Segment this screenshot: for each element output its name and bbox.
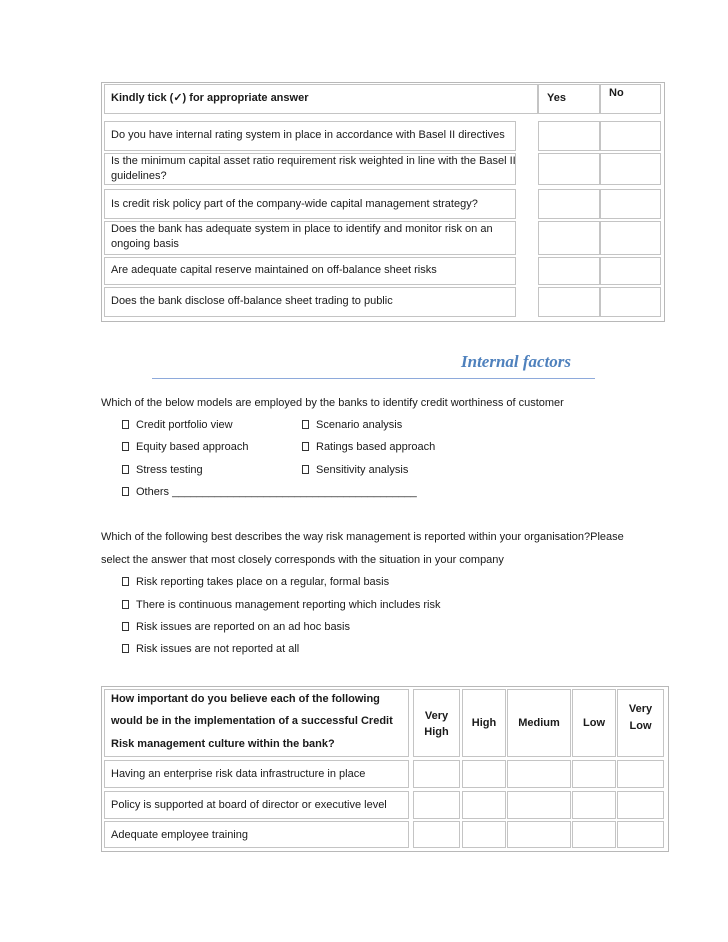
option-label: Risk issues are not reported at all (136, 643, 300, 655)
checkbox-icon (122, 487, 129, 496)
option-credit-portfolio[interactable] (122, 418, 233, 432)
basel-row-3-question: Is credit risk policy part of the company-wide capital management strategy? (111, 198, 478, 210)
basel-row-2-yes-checkbox[interactable] (538, 153, 600, 185)
checkbox-icon (122, 622, 129, 631)
option-label: Credit portfolio view (136, 419, 233, 431)
option-label: Sensitivity analysis (316, 464, 409, 476)
no-column-label: No (609, 87, 624, 99)
row-1-very-high-checkbox[interactable] (413, 760, 460, 788)
very-high-label-1: Very (424, 710, 449, 722)
row-2-low-checkbox[interactable] (572, 791, 616, 819)
row-3-very-low-checkbox[interactable] (617, 821, 664, 848)
importance-row-3-label: Adequate employee training (111, 829, 248, 841)
option-others[interactable] (122, 485, 417, 499)
option-label: Risk reporting takes place on a regular, formal basis (136, 576, 390, 588)
row-1-very-low-checkbox[interactable] (617, 760, 664, 788)
section-rule (152, 378, 595, 379)
option-sensitivity[interactable] (302, 463, 408, 477)
basel-row-1-question: Do you have internal rating system in place in accordance with Basel II directives (111, 129, 505, 141)
row-3-very-high-checkbox[interactable] (413, 821, 460, 848)
reporting-question-line-1: Which of the following best describes the way risk management is reported within your organisation?Please (101, 531, 624, 543)
importance-question-line-1: How important do you believe each of the following (111, 693, 380, 705)
very-low-label-1: Very (628, 703, 653, 715)
basel-row-6-no-checkbox[interactable] (600, 287, 661, 317)
checkbox-icon (122, 577, 129, 586)
very-low-label-2: Low (629, 720, 652, 732)
option-not-reported[interactable] (122, 642, 299, 656)
reporting-question-line-2: select the answer that most closely corresponds with the situation in your company (101, 554, 504, 566)
yes-column-label: Yes (547, 92, 566, 104)
checkbox-icon (302, 465, 309, 474)
option-label: There is continuous management reporting which includes risk (136, 599, 441, 611)
very-high-label-2: High (424, 726, 449, 738)
low-label: Low (583, 717, 605, 729)
checkbox-icon (122, 420, 129, 429)
option-equity-based[interactable] (122, 440, 249, 454)
option-label: Stress testing (136, 464, 203, 476)
checkbox-icon (122, 465, 129, 474)
basel-row-3-no-checkbox[interactable] (600, 189, 661, 219)
option-label: Risk issues are reported on an ad hoc basis (136, 621, 351, 633)
option-label: Scenario analysis (316, 419, 403, 431)
option-ad-hoc-reporting[interactable] (122, 620, 350, 634)
models-question: Which of the below models are employed by the banks to identify credit worthiness of customer (101, 397, 564, 409)
basel-row-1-no-checkbox[interactable] (600, 121, 661, 151)
row-3-medium-checkbox[interactable] (507, 821, 571, 848)
high-label: High (471, 717, 497, 729)
basel-row-1-yes-checkbox[interactable] (538, 121, 600, 151)
row-1-medium-checkbox[interactable] (507, 760, 571, 788)
basel-row-4-question: Does the bank has adequate system in place to identify and monitor risk on an ongoing basis (111, 223, 493, 250)
basel-row-6-question: Does the bank disclose off-balance sheet trading to public (111, 295, 393, 307)
row-2-medium-checkbox[interactable] (507, 791, 571, 819)
option-label: Ratings based approach (316, 441, 436, 453)
row-1-low-checkbox[interactable] (572, 760, 616, 788)
option-scenario-analysis[interactable] (302, 418, 402, 432)
basel-header-label: Kindly tick (✓) for appropriate answer (111, 92, 309, 104)
checkbox-icon (302, 442, 309, 451)
row-3-low-checkbox[interactable] (572, 821, 616, 848)
basel-row-5-question: Are adequate capital reserve maintained on off-balance sheet risks (111, 264, 437, 276)
row-2-high-checkbox[interactable] (462, 791, 506, 819)
basel-row-6-yes-checkbox[interactable] (538, 287, 600, 317)
basel-row-4-no-checkbox[interactable] (600, 221, 661, 255)
importance-question-line-2: would be in the implementation of a successful Credit (111, 715, 393, 727)
option-label: Others ________________________________________ (136, 486, 417, 498)
option-ratings-based[interactable] (302, 440, 435, 454)
checkbox-icon (302, 420, 309, 429)
basel-row-2-question: Is the minimum capital asset ratio requirement risk weighted in line with the Basel II guidelines? (111, 155, 516, 182)
option-regular-reporting[interactable] (122, 575, 389, 589)
section-title: Internal factors (461, 352, 572, 371)
checkbox-icon (122, 644, 129, 653)
importance-question-line-3: Risk management culture within the bank? (111, 738, 335, 750)
option-continuous-reporting[interactable] (122, 598, 441, 612)
row-2-very-high-checkbox[interactable] (413, 791, 460, 819)
row-2-very-low-checkbox[interactable] (617, 791, 664, 819)
row-3-high-checkbox[interactable] (462, 821, 506, 848)
basel-row-5-yes-checkbox[interactable] (538, 257, 600, 285)
option-stress-testing[interactable] (122, 463, 203, 477)
basel-row-2-no-checkbox[interactable] (600, 153, 661, 185)
checkbox-icon (122, 600, 129, 609)
importance-row-1-label: Having an enterprise risk data infrastructure in place (111, 768, 366, 780)
option-label: Equity based approach (136, 441, 249, 453)
medium-label: Medium (518, 717, 560, 729)
importance-row-2-label: Policy is supported at board of director or executive level (111, 799, 387, 811)
checkbox-icon (122, 442, 129, 451)
basel-row-3-yes-checkbox[interactable] (538, 189, 600, 219)
basel-row-5-no-checkbox[interactable] (600, 257, 661, 285)
basel-row-4-yes-checkbox[interactable] (538, 221, 600, 255)
row-1-high-checkbox[interactable] (462, 760, 506, 788)
